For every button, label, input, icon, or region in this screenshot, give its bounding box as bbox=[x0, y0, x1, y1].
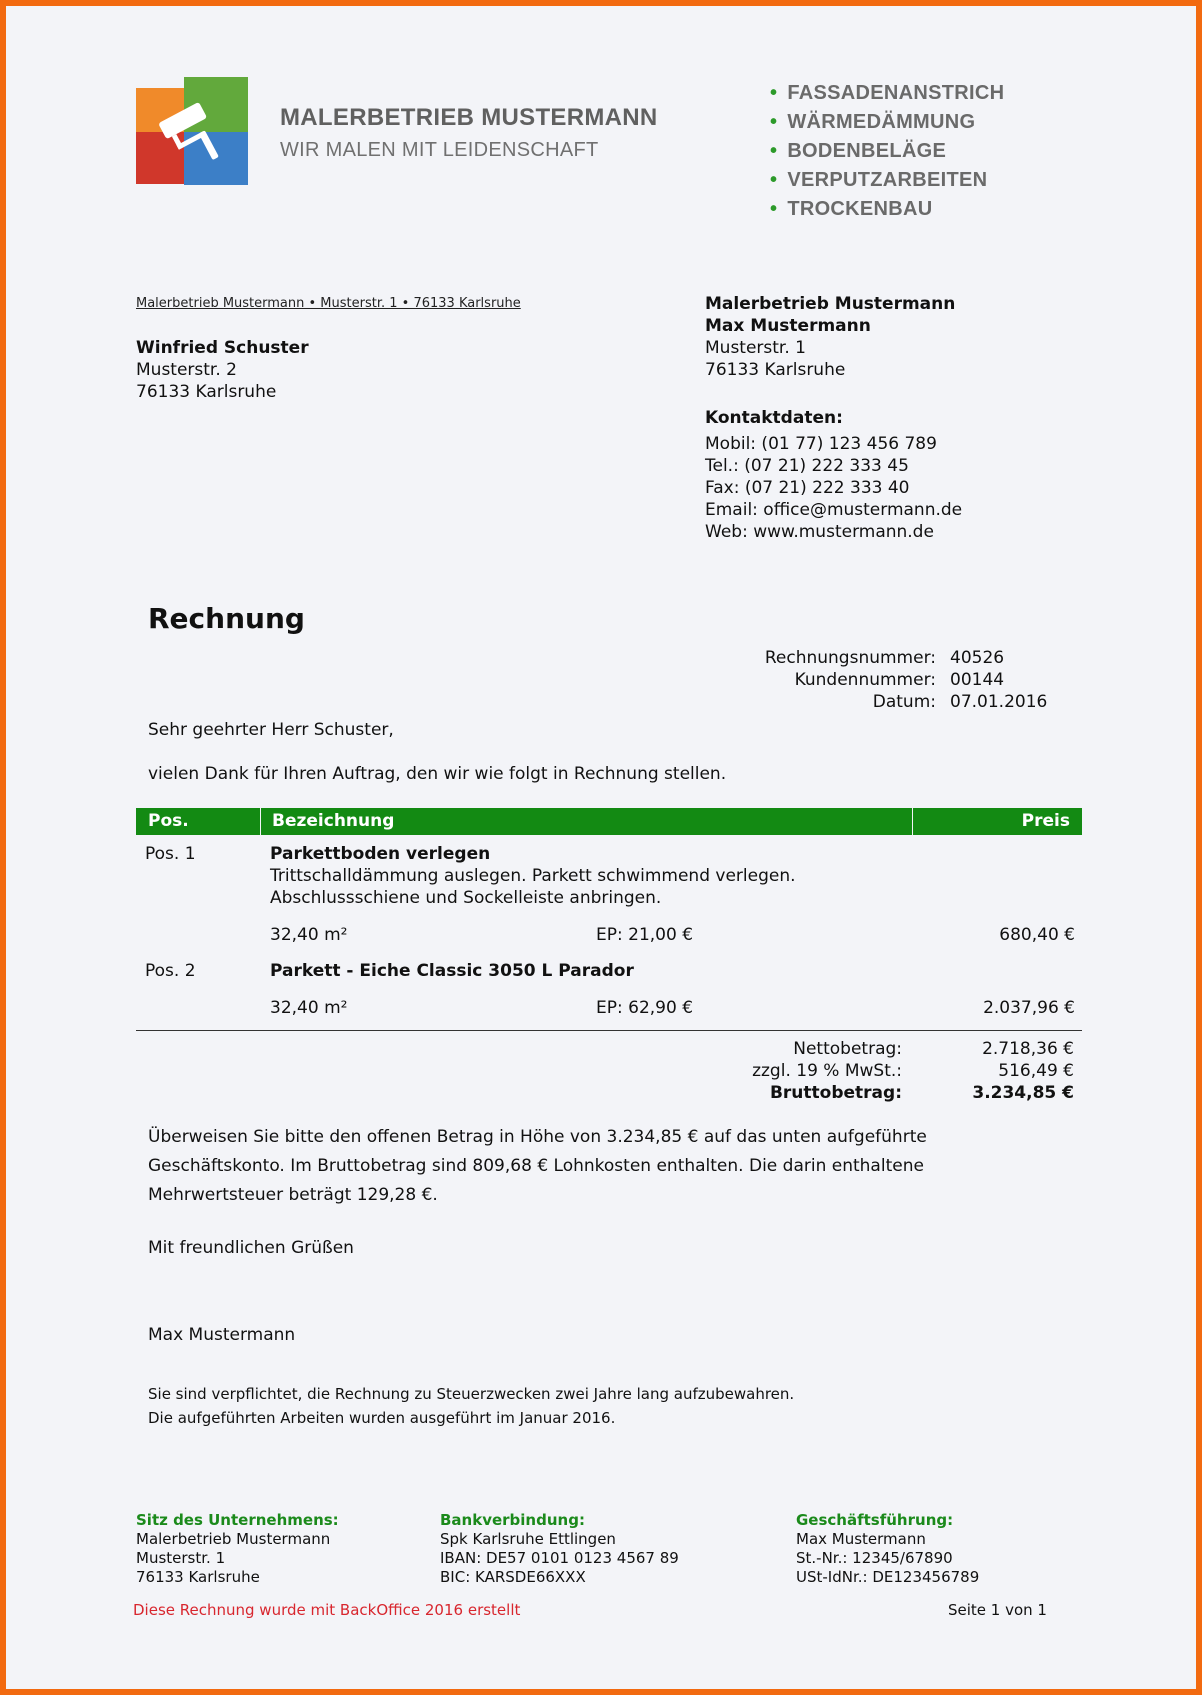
table-header bbox=[136, 808, 1082, 835]
company-address bbox=[705, 293, 962, 543]
contact-title: Kontaktdaten: bbox=[705, 408, 843, 428]
item-total: 2.037,96 € bbox=[983, 998, 1075, 1018]
created-with-note: Diese Rechnung wurde mit BackOffice 2016 erstellt bbox=[133, 1601, 521, 1619]
recipient-street: Musterstr. 2 bbox=[136, 360, 237, 380]
customer-number-row: Kundennummer: 00144 bbox=[794, 670, 1005, 690]
bullet-icon: • bbox=[770, 169, 778, 191]
service-item: • WÄRMEDÄMMUNG bbox=[770, 111, 976, 133]
payment-instructions: Überweisen Sie bitte den offenen Betrag in Höhe von 3.234,85 € auf das unten aufgeführte Geschäftskonto. Im Bruttobetrag sind 809,68 € Lohnkosten enthalten. Die darin enthaltene Mehrwertsteuer beträgt 129,28 €. bbox=[148, 1127, 927, 1205]
bullet-icon: • bbox=[770, 198, 778, 220]
date-row: Datum: 07.01.2016 bbox=[872, 692, 1048, 712]
legal-notes: Sie sind verpflichtet, die Rechnung zu Steuerzwecken zwei Jahre lang aufzubewahren. Die aufgeführten Arbeiten wurden ausgeführt im Januar 2016. bbox=[148, 1385, 795, 1427]
totals-block bbox=[720, 1038, 1074, 1104]
email-address: Email: office@mustermann.de bbox=[705, 500, 963, 520]
page-number: Seite 1 von 1 bbox=[948, 1601, 1047, 1619]
contact-details bbox=[705, 433, 962, 543]
service-item: • FASSADENANSTRICH bbox=[770, 82, 1005, 104]
brand-slogan: WIR MALEN MIT LEIDENSCHAFT bbox=[280, 139, 599, 161]
fax-number: Fax: (07 21) 222 333 40 bbox=[705, 478, 910, 498]
footer-bank-details: Bankverbindung: Spk Karlsruhe Ettlingen IBAN: DE57 0101 0123 4567 89 BIC: KARSDE66XXX bbox=[440, 1511, 679, 1586]
company-street: Musterstr. 1 bbox=[705, 338, 806, 358]
service-item: • BODENBELÄGE bbox=[770, 140, 947, 162]
closing-phrase: Mit freundlichen Grüßen bbox=[148, 1238, 354, 1258]
item-pos: Pos. 1 bbox=[145, 844, 196, 864]
company-owner: Max Mustermann bbox=[705, 316, 871, 336]
item-title: Parkett - Eiche Classic 3050 L Parador bbox=[270, 961, 634, 981]
item-quantity: 32,40 m² bbox=[270, 998, 348, 1018]
header-pos: Pos. bbox=[148, 811, 189, 831]
bullet-icon: • bbox=[770, 82, 778, 104]
invoice-meta bbox=[700, 647, 1047, 713]
intro-text: vielen Dank für Ihren Auftrag, den wir wie folgt in Rechnung stellen. bbox=[148, 764, 727, 784]
page-title: Rechnung bbox=[148, 602, 305, 635]
recipient-name: Winfried Schuster bbox=[136, 338, 309, 358]
item-total: 680,40 € bbox=[999, 925, 1075, 945]
website: Web: www.mustermann.de bbox=[705, 522, 934, 542]
invoice-number-row: Rechnungsnummer: 40526 bbox=[764, 648, 1005, 668]
service-item: • VERPUTZARBEITEN bbox=[770, 169, 988, 191]
item-description: Trittschalldämmung auslegen. Parkett schwimmend verlegen. bbox=[270, 866, 796, 886]
bullet-icon: • bbox=[770, 111, 778, 133]
company-city: 76133 Karlsruhe bbox=[705, 360, 846, 380]
header-description: Bezeichnung bbox=[272, 811, 395, 831]
item-pos: Pos. 2 bbox=[145, 961, 196, 981]
header-divider bbox=[912, 808, 913, 835]
signer-name: Max Mustermann bbox=[148, 1325, 296, 1345]
services-list bbox=[770, 79, 1004, 224]
item-unit-price: EP: 62,90 € bbox=[596, 998, 694, 1018]
header-price: Preis bbox=[1021, 811, 1070, 831]
header-divider bbox=[260, 808, 261, 835]
item-quantity: 32,40 m² bbox=[270, 925, 348, 945]
mobile-number: Mobil: (01 77) 123 456 789 bbox=[705, 434, 937, 454]
recipient-city: 76133 Karlsruhe bbox=[136, 382, 277, 402]
net-total-row: Nettobetrag: 2.718,36 € bbox=[793, 1039, 1074, 1059]
sender-return-line: Malerbetrieb Mustermann • Musterstr. 1 • 76133 Karlsruhe bbox=[136, 296, 521, 311]
greeting: Sehr geehrter Herr Schuster, bbox=[148, 720, 394, 740]
phone-number: Tel.: (07 21) 222 333 45 bbox=[705, 456, 909, 476]
vat-row: zzgl. 19 % MwSt.: 516,49 € bbox=[752, 1061, 1074, 1081]
service-item: • TROCKENBAU bbox=[770, 198, 933, 220]
bullet-icon: • bbox=[770, 140, 778, 162]
gross-total-row: Bruttobetrag: 3.234,85 € bbox=[769, 1083, 1074, 1103]
recipient-address bbox=[136, 337, 309, 403]
table-divider bbox=[136, 1030, 1082, 1031]
footer-company-seat: Sitz des Unternehmens: Malerbetrieb Mustermann Musterstr. 1 76133 Karlsruhe bbox=[136, 1511, 339, 1586]
item-unit-price: EP: 21,00 € bbox=[596, 925, 694, 945]
footer-management: Geschäftsführung: Max Mustermann St.-Nr.: 12345/67890 USt-IdNr.: DE123456789 bbox=[796, 1511, 980, 1586]
item-description: Abschlussschiene und Sockelleiste anbringen. bbox=[270, 888, 662, 908]
brand-name: MALERBETRIEB MUSTERMANN bbox=[280, 104, 658, 131]
company-name: Malerbetrieb Mustermann bbox=[705, 294, 956, 314]
paint-roller-icon bbox=[136, 77, 251, 187]
item-title: Parkettboden verlegen bbox=[270, 844, 491, 864]
